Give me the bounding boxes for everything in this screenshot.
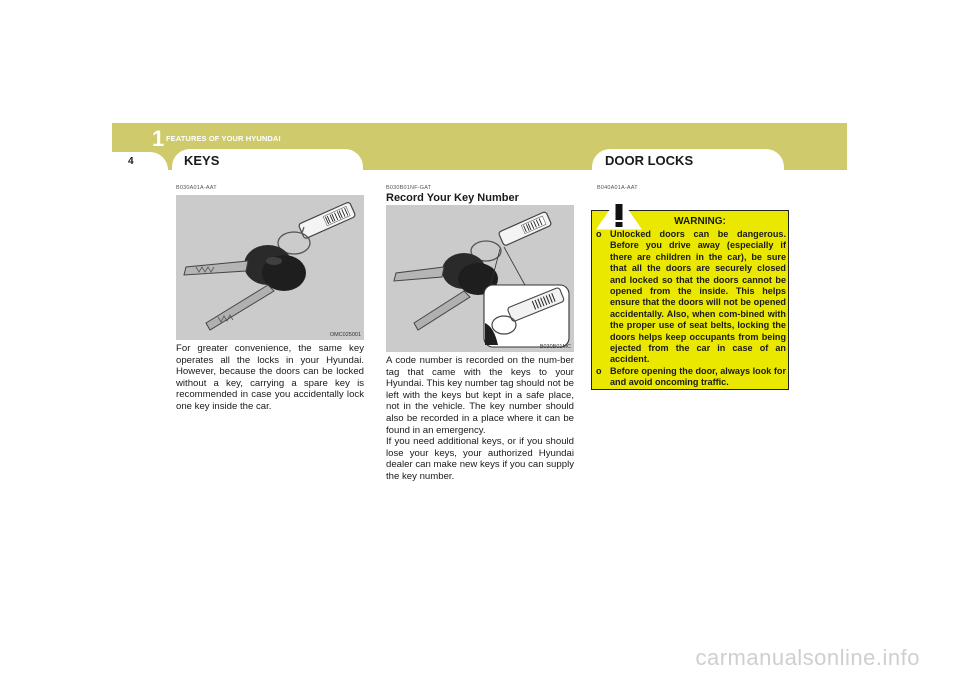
key-tag-photo-label: B030B01MC — [539, 344, 571, 350]
keys-code: B030A01A-AAT — [176, 185, 217, 191]
record-key-body-text: A code number is recorded on the num-ber tag that came with the keys to your Hyundai. This key number tag should not be left with the keys but kept in a safe place, not in the vehicle. The key number should also be recorded in a place where it can be found in an emergency. If you need additional keys, or if you should lose your keys, your authorized Hyundai dealer can make new keys if you can supply the key number. — [386, 355, 574, 482]
door-locks-heading: DOOR LOCKS — [605, 153, 694, 168]
warning-list — [596, 229, 786, 389]
keys-body-text: For greater convenience, the same key operates all the locks in your Hyundai. However, because the doors can be locked without a key, carrying a spare key is recommended in case you accidentally lock one key inside the car. — [176, 343, 364, 412]
warning-item — [596, 229, 786, 366]
chapter-number: 1 — [152, 126, 165, 151]
car-keys-illustration — [176, 195, 364, 340]
key-number-tag-illustration — [386, 205, 574, 352]
warning-text: Unlocked doors can be dangerous. Before you drive away (especially if there are children in the car), be sure that all the doors are securely closed and locked so that the doors cannot be opened from the inside. This helps ensure that the doors will not be opened accidentally. Also, when com-bined with the proper use of seat belts, locking the doors helps keep occupants from being ejected from the car in case of an accident. — [610, 229, 786, 365]
page-number: 4 — [128, 156, 134, 167]
record-key-code: B030B01NF-GAT — [386, 185, 432, 191]
record-key-subheading: Record Your Key Number — [386, 192, 519, 204]
door-locks-code: B040A01A-AAT — [597, 185, 638, 191]
key-tag-photo — [386, 205, 574, 352]
warning-bullet: o — [596, 365, 602, 376]
keys-heading: KEYS — [184, 153, 220, 168]
warning-item — [596, 366, 786, 389]
page-number-tab — [112, 152, 168, 170]
warning-bullet: o — [596, 229, 602, 239]
watermark: carmanualsonline.info — [695, 645, 920, 670]
warning-box — [591, 210, 789, 390]
warning-title: WARNING: — [674, 216, 726, 227]
keys-photo-label: OMC025001 — [329, 332, 361, 338]
warning-triangle-icon — [596, 196, 642, 230]
chapter-title: FEATURES OF YOUR HYUNDAI — [166, 134, 281, 143]
keys-photo — [176, 195, 364, 340]
warning-text: Before opening the door, always look for and avoid oncoming traffic. — [610, 365, 786, 388]
